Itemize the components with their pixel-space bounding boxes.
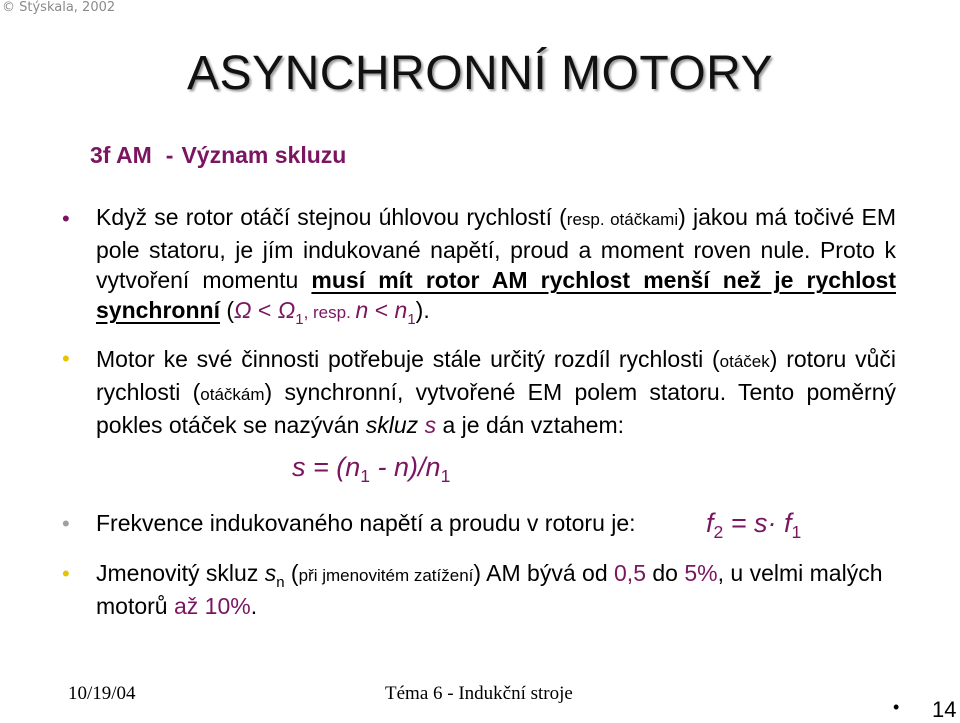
bullet-2-text-d: a je dán vztahem: [436,412,625,438]
bullet-1-sub2: 1 [407,311,416,328]
frequency-formula-f: f [706,508,714,538]
bullet-4-text-e: , u velmi malých motorů [96,560,883,619]
bullet-2-text-a: Motor ke své činnosti potřebuje stále určitý rozdíl rychlosti ( [96,346,720,372]
slide-title: ASYNCHRONNÍ MOTORY [187,47,773,100]
bullet-1-n: n [355,297,369,323]
slip-formula-sub2: 1 [440,466,451,486]
bullet-1-n1: n [394,297,408,323]
bullet-dot-3: • [62,511,70,536]
bullet-1-text-d: ). [415,297,430,323]
bullet-2-s: s [418,412,437,438]
bullet-4-text-b: ( [284,560,299,586]
bullet-1-lt2: < [368,297,395,323]
subtitle-topic: Význam skluzu [181,142,347,168]
bullet-1-text-c: ( [219,297,235,323]
bullet-2-text-small-a: otáček [719,352,770,371]
bullet-2-skluz: skluz [365,412,419,438]
bullet-4-text-a: Jmenovitý skluz [96,560,265,586]
bullet-1 [96,202,896,328]
copyright-notice: © Stýskala, 2002 [2,0,116,15]
slip-formula-lhs: s = (n [292,452,361,482]
bullet-dot-1: • [62,206,70,231]
footer-date: 10/19/04 [68,683,136,704]
slip-formula-mid: - n)/n [370,452,441,482]
frequency-formula-sub1: 2 [713,522,724,542]
bullet-1-text-b: ) jakou má točivé EM pole statoru, je jím indukované napětí, proud a moment roven nule. Proto k vytvoření momentu [96,204,896,293]
bullet-1-omega: Ω [234,297,252,323]
footer-bullet-dot: • [893,697,900,717]
frequency-formula-sub2: 1 [791,522,802,542]
subtitle-separator: - [165,142,174,168]
bullet-2-text-c: ) synchronní, vytvořené EM polem statoru. Tento poměrný pokles otáček se nazýván [96,379,896,438]
bullet-4-s: s [264,560,277,586]
bullet-4-text-small: při jmenovitém zatížení [298,566,474,585]
bullet-4-text-f: . [250,593,258,619]
bullet-1-lt: < [251,297,278,323]
bullet-2 [96,344,896,440]
footer-topic: Téma 6 - Indukční stroje [385,683,573,704]
bullet-1-underlined: musí mít rotor AM rychlost menší než je rychlost synchronní [96,267,897,323]
bullet-2-text-small-b: otáčkám [200,385,265,404]
bullet-4-value-2: 5% [684,560,718,586]
bullet-4-value-3: až 10% [173,593,251,619]
bullet-1-resp: , resp. [303,303,356,322]
bullet-4 [96,558,896,621]
frequency-formula [706,508,802,542]
bullet-dot-2: • [62,346,70,371]
page-number: 14 [932,697,957,722]
subtitle-code: 3f AM [90,142,152,168]
bullet-1-sub1: 1 [295,311,304,328]
slip-formula [292,452,451,486]
bullet-4-value-1: 0,5 [614,560,646,586]
bullet-1-omega1: Ω [277,297,296,323]
bullet-2-text-b: ) rotoru vůči rychlosti ( [96,346,896,405]
bullet-4-text-c: ) AM bývá od [473,560,615,586]
bullet-1-text-small: resp. otáčkami [566,210,679,229]
bullet-3-text: Frekvence indukovaného napětí a proudu v rotoru je: [96,510,636,536]
slip-formula-sub1: 1 [360,466,371,486]
bullet-4-sub: n [276,574,285,591]
frequency-formula-eq: = s· f [723,508,792,538]
bullet-dot-4: • [62,561,70,586]
slide-subtitle [90,142,346,169]
bullet-4-text-d: do [646,560,685,586]
bullet-1-text-a: Když se rotor otáčí stejnou úhlovou rychlostí ( [96,204,567,230]
